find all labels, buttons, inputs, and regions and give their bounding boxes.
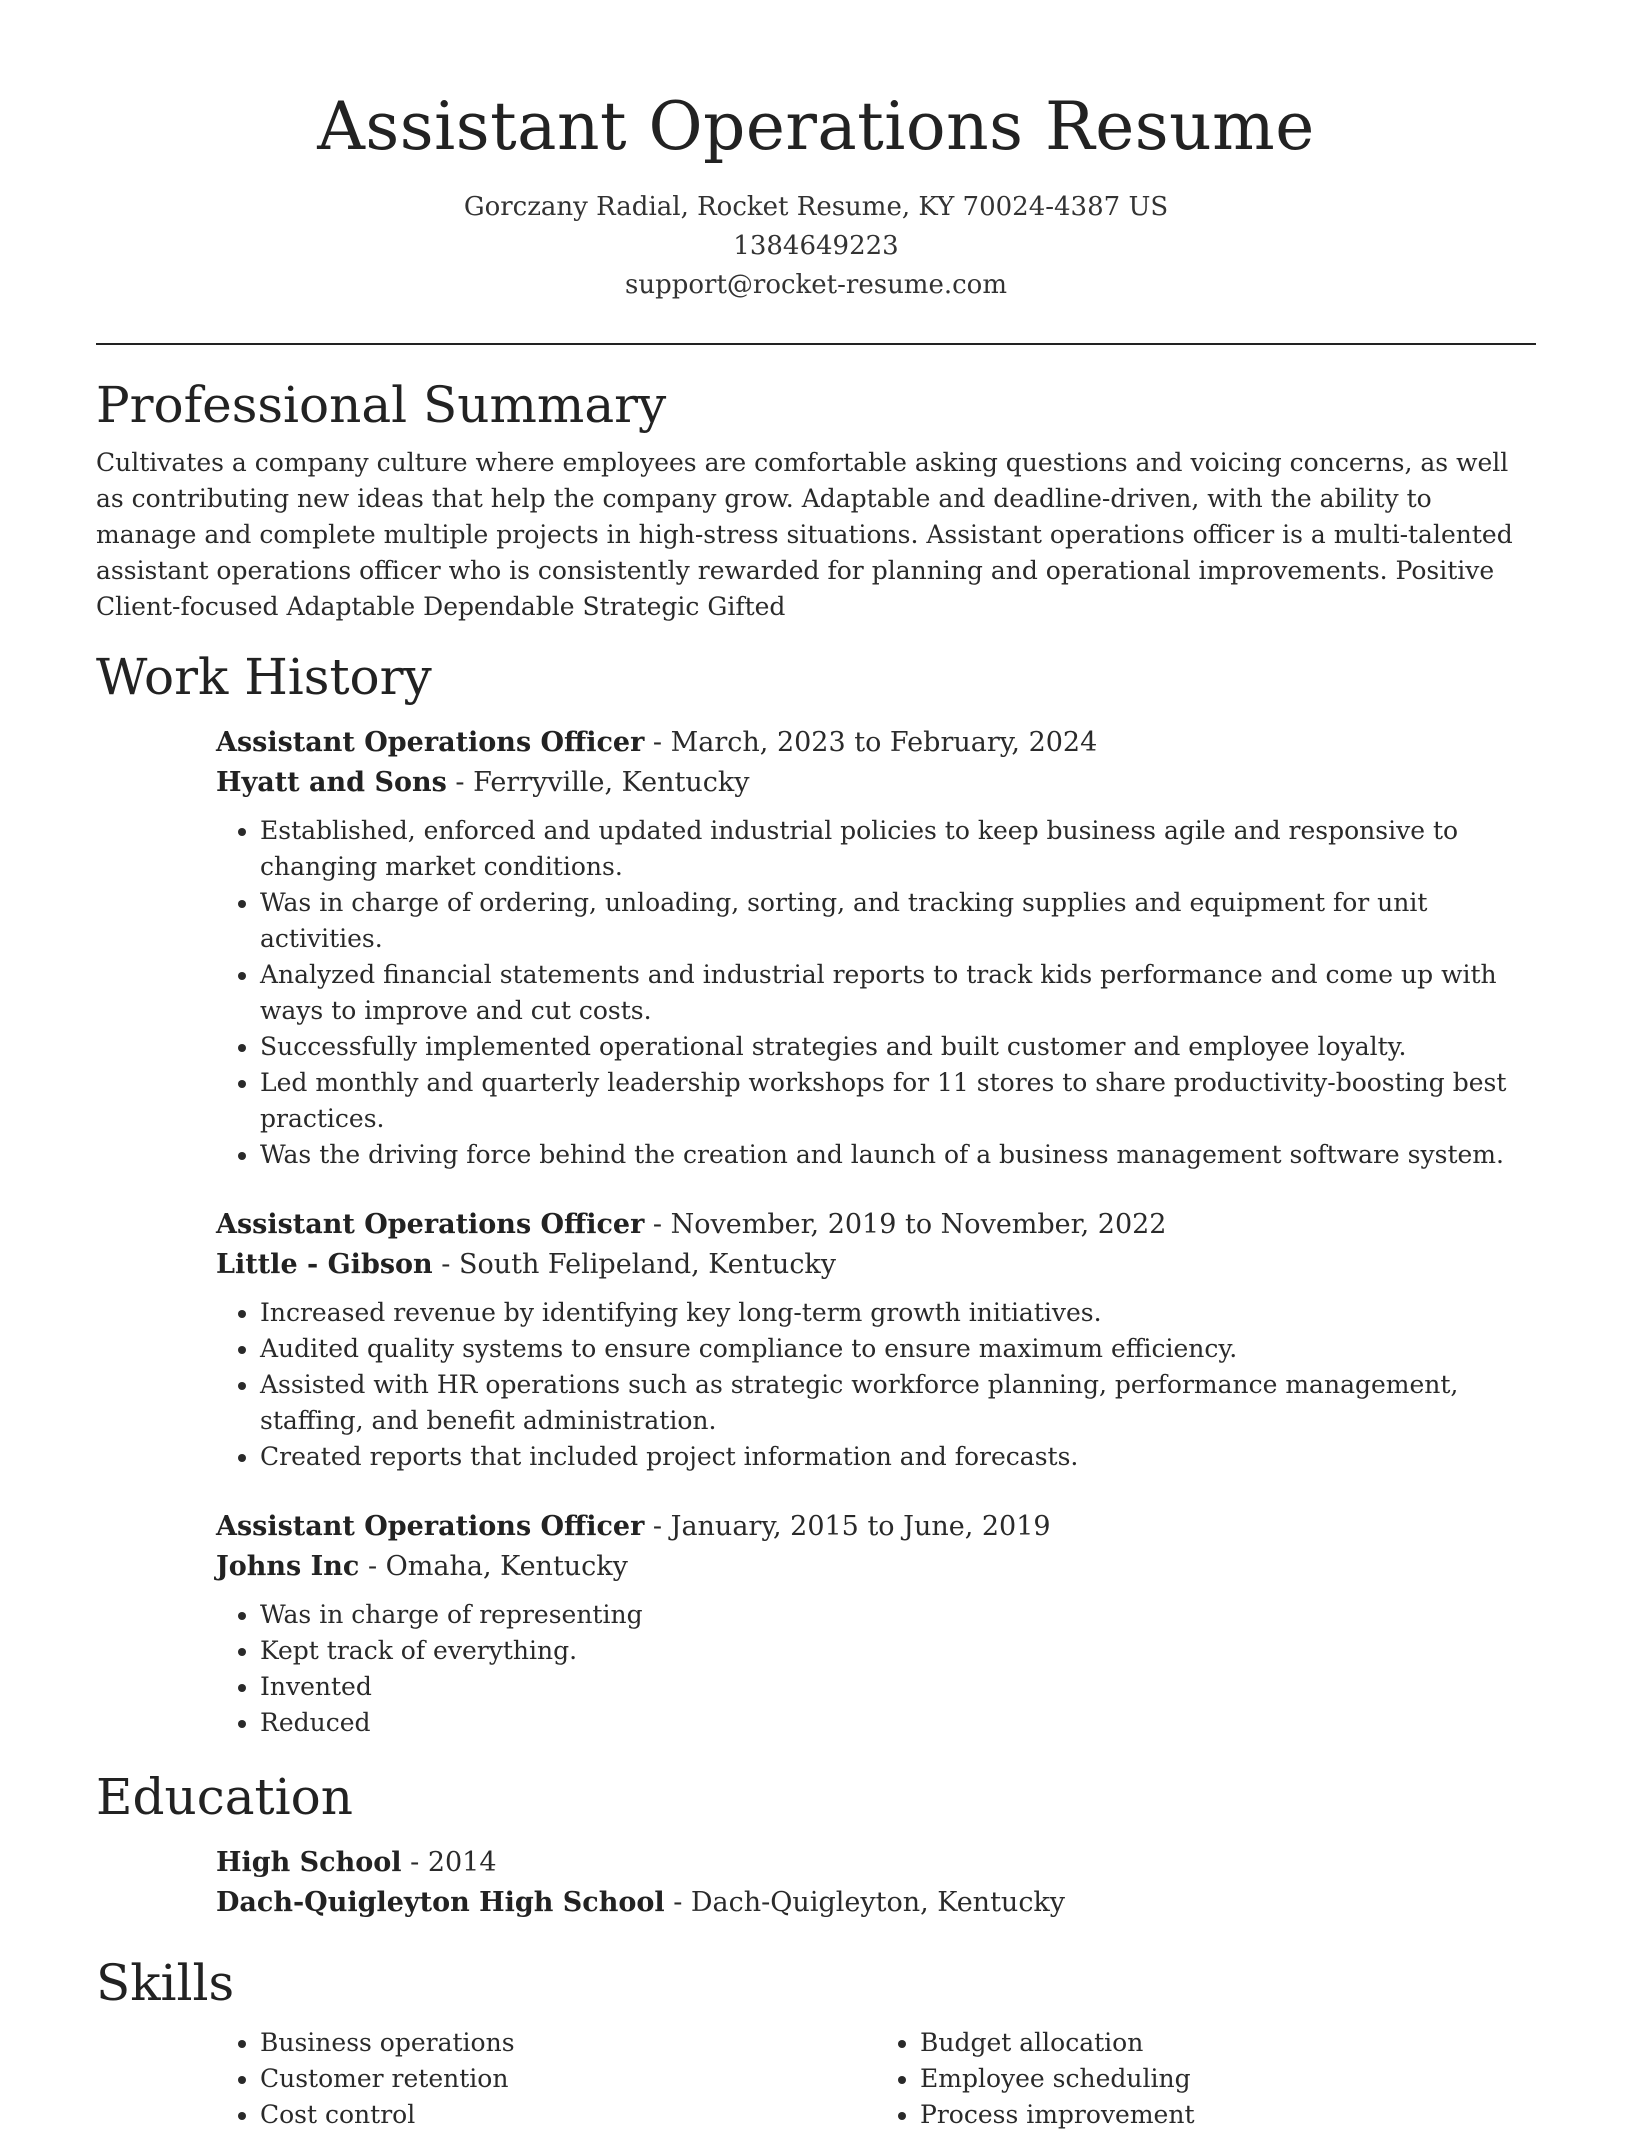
skill-item: • Business operations [260, 2025, 876, 2061]
email: support@rocket-resume.com [624, 270, 1007, 300]
job-company-line [216, 1245, 1536, 1285]
job-entry [216, 1205, 1536, 1475]
school-line [216, 1883, 1536, 1923]
job-role: Assistant Operations Officer [216, 1209, 645, 1240]
job-company: Johns Inc [216, 1551, 360, 1582]
address: Gorczany Radial, Rocket Resume, KY 70024-4387 US [463, 192, 1169, 222]
skills-list-right [876, 2025, 1536, 2133]
education-entry [216, 1843, 1536, 1923]
job-location: - South Felipeland, Kentucky [432, 1249, 837, 1280]
list-item: • Established, enforced and updated industrial policies to keep business agile and responsive to changing market conditions. [260, 813, 1536, 885]
job-company-line [216, 763, 1536, 803]
skill-item: • Employee scheduling [920, 2061, 1536, 2097]
list-item: • Was in charge of ordering, unloading, sorting, and tracking supplies and equipment for unit activities. [260, 885, 1536, 957]
list-item: • Kept track of everything. [260, 1633, 1536, 1669]
degree: High School [216, 1847, 402, 1878]
resume-page [96, 0, 1536, 2133]
skill-item: • Customer retention [260, 2061, 876, 2097]
skills-section [96, 1951, 1536, 2133]
section-title-work-history: Work History [96, 648, 432, 706]
resume-header [96, 0, 1536, 305]
graduation-year: - 2014 [401, 1847, 497, 1878]
job-dates: - January, 2015 to June, 2019 [644, 1511, 1051, 1542]
job-bullets [216, 1295, 1536, 1475]
section-title-summary: Professional Summary [96, 376, 667, 434]
degree-line [216, 1843, 1536, 1883]
job-bullets [216, 1597, 1536, 1741]
section-title-skills: Skills [96, 1954, 235, 2012]
school-location: - Dach-Quigleyton, Kentucky [664, 1887, 1066, 1918]
job-company: Hyatt and Sons [216, 767, 447, 798]
list-item: • Assisted with HR operations such as strategic workforce planning, performance management, staffing, and benefit administration. [260, 1367, 1536, 1439]
section-title-education: Education [96, 1768, 353, 1826]
skills-list-left [216, 2025, 876, 2133]
job-location: - Ferryville, Kentucky [446, 767, 750, 798]
list-item: • Created reports that included project information and forecasts. [260, 1439, 1536, 1475]
list-item: • Was in charge of representing [260, 1597, 1536, 1633]
job-role: Assistant Operations Officer [216, 1511, 645, 1542]
phone: 1384649223 [733, 231, 899, 261]
list-item: • Analyzed financial statements and industrial reports to track kids performance and come up with ways to improve and cut costs. [260, 957, 1536, 1029]
work-history-section [96, 645, 1536, 1741]
list-item: • Invented [260, 1669, 1536, 1705]
header-divider [96, 343, 1536, 345]
job-dates: - November, 2019 to November, 2022 [644, 1209, 1167, 1240]
resume-title: Assistant Operations Resume [317, 88, 1315, 165]
job-company: Little - Gibson [216, 1249, 433, 1280]
job-location: - Omaha, Kentucky [359, 1551, 628, 1582]
summary-section [96, 373, 1536, 625]
contact-block [96, 188, 1536, 305]
list-item: • Audited quality systems to ensure compliance to ensure maximum efficiency. [260, 1331, 1536, 1367]
job-entry [216, 1507, 1536, 1741]
list-item: • Increased revenue by identifying key long-term growth initiatives. [260, 1295, 1536, 1331]
job-role-line [216, 1205, 1536, 1245]
job-dates: - March, 2023 to February, 2024 [644, 727, 1098, 758]
list-item: • Reduced [260, 1705, 1536, 1741]
education-section [96, 1765, 1536, 1923]
job-role-line [216, 1507, 1536, 1547]
list-item: • Was the driving force behind the creation and launch of a business management software system. [260, 1137, 1536, 1173]
skill-item: • Cost control [260, 2097, 876, 2133]
job-role: Assistant Operations Officer [216, 727, 645, 758]
skills-columns [216, 2015, 1536, 2133]
list-item: • Led monthly and quarterly leadership workshops for 11 stores to share productivity-boosting best practices. [260, 1065, 1536, 1137]
list-item: • Successfully implemented operational strategies and built customer and employee loyalty. [260, 1029, 1536, 1065]
skill-item: • Process improvement [920, 2097, 1536, 2133]
job-bullets [216, 813, 1536, 1173]
job-entry [216, 723, 1536, 1173]
job-company-line [216, 1547, 1536, 1587]
school-name: Dach-Quigleyton High School [216, 1887, 665, 1918]
job-role-line [216, 723, 1536, 763]
summary-text: Cultivates a company culture where employees are comfortable asking questions and voicing concerns, as well as contributing new ideas that help the company grow. Adaptable and deadline-driven, with the ability to manage and complete multiple projects in high-stress situations. Assistant operations officer is a multi-talented assistant operations officer who is consistently rewarded for planning and operational improvements. Positive Client-focused Adaptable Dependable Strategic Gifted [96, 448, 1513, 621]
skill-item: • Budget allocation [920, 2025, 1536, 2061]
